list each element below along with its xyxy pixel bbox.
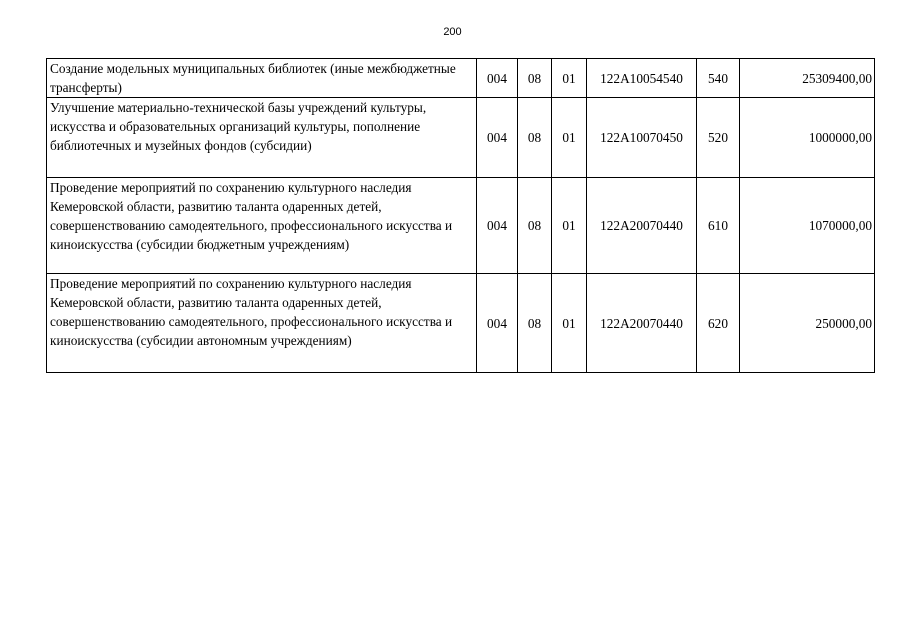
amount: 1070000,00 — [740, 178, 875, 274]
subsection-code: 01 — [552, 59, 587, 98]
subsection-code: 01 — [552, 98, 587, 178]
ministry-code: 004 — [477, 59, 518, 98]
table-row — [47, 178, 875, 274]
amount: 25309400,00 — [740, 59, 875, 98]
row-description: Создание модельных муниципальных библиотек (иные межбюджетные трансферты) — [47, 59, 477, 98]
expense-type-code: 520 — [697, 98, 740, 178]
section-code: 08 — [518, 274, 552, 373]
subsection-code: 01 — [552, 178, 587, 274]
ministry-code: 004 — [477, 98, 518, 178]
table-row — [47, 98, 875, 178]
amount: 1000000,00 — [740, 98, 875, 178]
section-code: 08 — [518, 98, 552, 178]
expense-type-code: 540 — [697, 59, 740, 98]
target-article-code: 122А10070450 — [587, 98, 697, 178]
expense-type-code: 620 — [697, 274, 740, 373]
section-code: 08 — [518, 59, 552, 98]
ministry-code: 004 — [477, 178, 518, 274]
section-code: 08 — [518, 178, 552, 274]
table-row — [47, 59, 875, 98]
expense-type-code: 610 — [697, 178, 740, 274]
target-article-code: 122А20070440 — [587, 274, 697, 373]
table-row — [47, 274, 875, 373]
ministry-code: 004 — [477, 274, 518, 373]
target-article-code: 122А10054540 — [587, 59, 697, 98]
target-article-code: 122А20070440 — [587, 178, 697, 274]
subsection-code: 01 — [552, 274, 587, 373]
budget-table — [46, 58, 875, 373]
amount: 250000,00 — [740, 274, 875, 373]
row-description: Проведение мероприятий по сохранению культурного наследия Кемеровской области, развитию таланта одаренных детей, совершенствованию самодеятельного, профессионального искусства и киноискусства (субсидии бюджетным учреждениям) — [47, 178, 477, 274]
row-description: Проведение мероприятий по сохранению культурного наследия Кемеровской области, развитию таланта одаренных детей, совершенствованию самодеятельного, профессионального искусства и киноискусства (субсидии автономным учреждениям) — [47, 274, 477, 373]
row-description: Улучшение материально-технической базы учреждений культуры, искусства и образовательных организаций культуры, пополнение библиотечных и музейных фондов (субсидии) — [47, 98, 477, 178]
page-number: 200 — [443, 26, 462, 38]
